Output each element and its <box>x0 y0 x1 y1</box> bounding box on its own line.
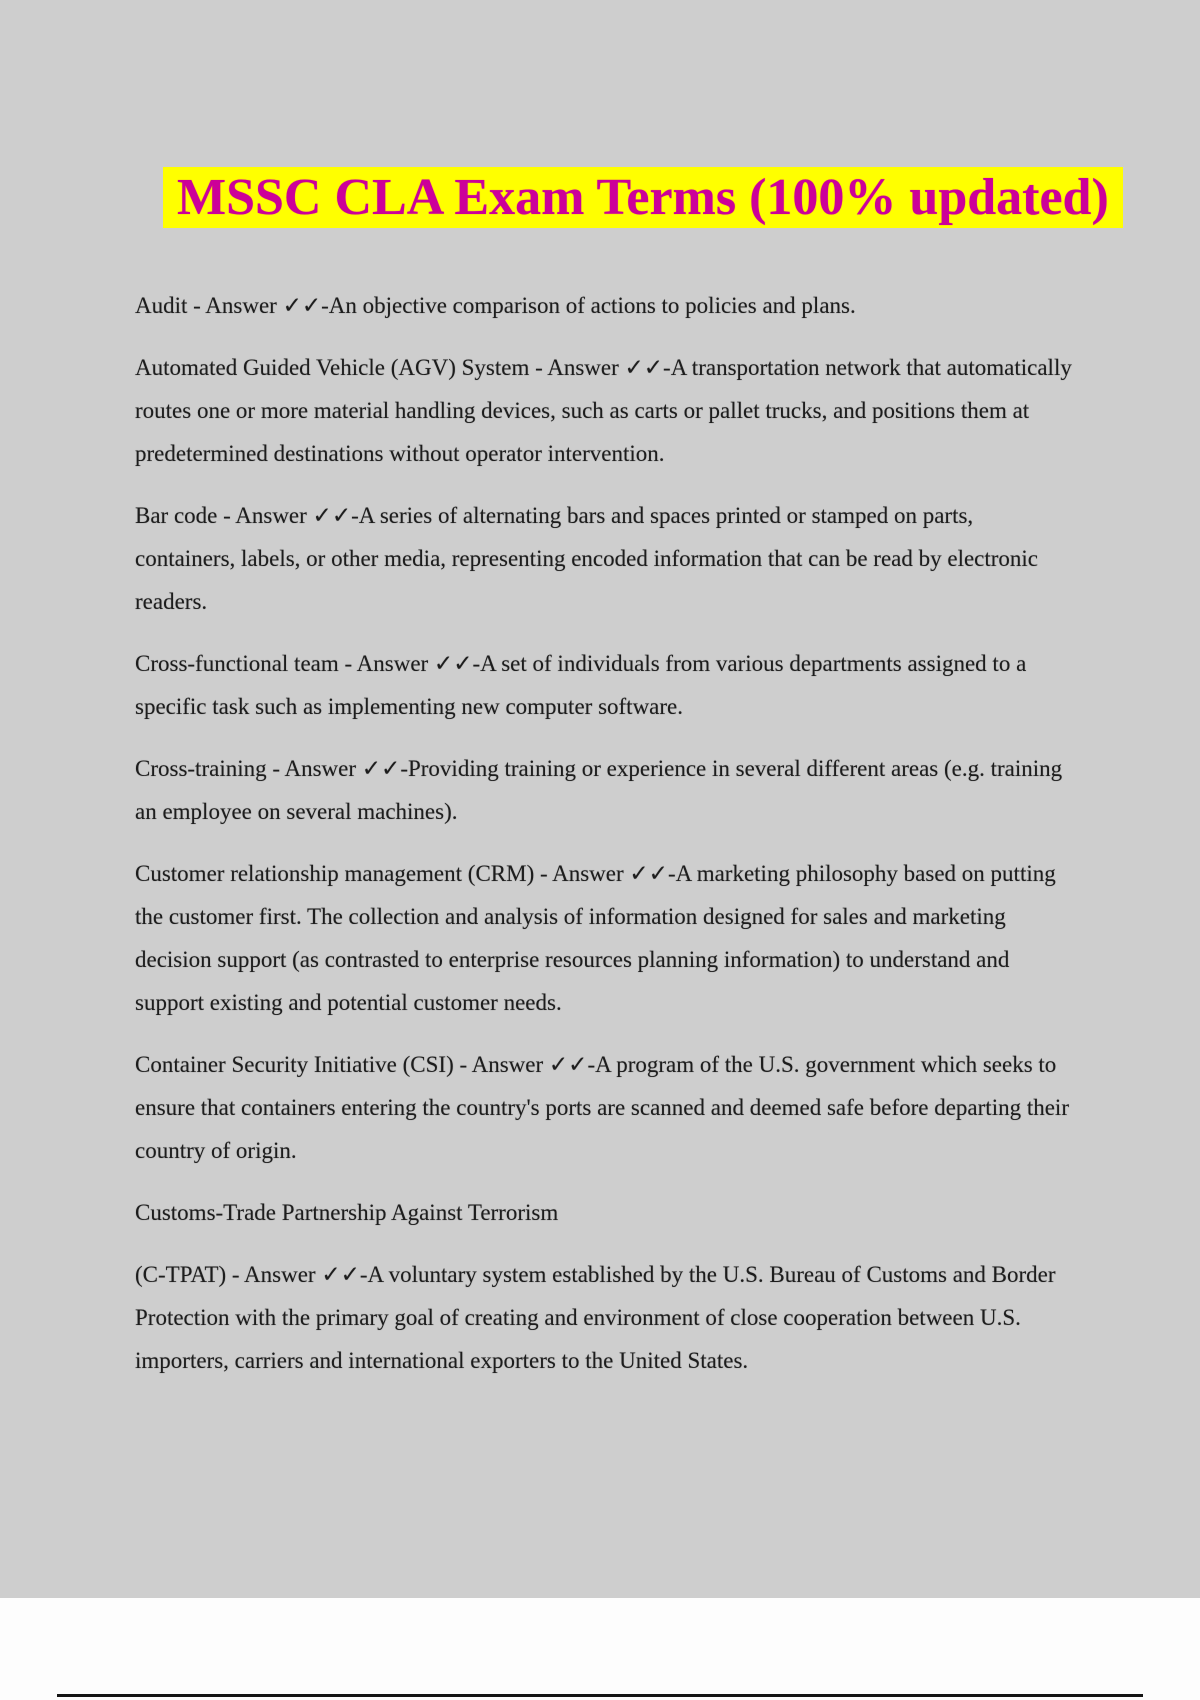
term-paragraph-agv-system: Automated Guided Vehicle (AGV) System - Answer ✓✓-A transportation network that automatically routes one or more material handling devices, such as carts or pallet trucks, and positions them at predetermined destinations without operator intervention. <box>135 355 1072 466</box>
terms-list <box>135 284 1075 1401</box>
term-paragraph-cross-functional-team: Cross-functional team - Answer ✓✓-A set of individuals from various departments assigned to a specific task such as implementing new computer software. <box>135 651 1027 719</box>
page-title: MSSC CLA Exam Terms (100% updated) <box>163 167 1123 228</box>
viewer-page-gap <box>0 1598 1200 1700</box>
term-paragraph-audit: Audit - Answer ✓✓-An objective comparison of actions to policies and plans. <box>135 293 856 318</box>
term-paragraph-crm: Customer relationship management (CRM) - Answer ✓✓-A marketing philosophy based on putting the customer first. The collection and analysis of information designed for sales and marketing decision support (as contrasted to enterprise resources planning information) to understand and support existing and potential customer needs. <box>135 861 1056 1015</box>
term-paragraph-bar-code: Bar code - Answer ✓✓-A series of alternating bars and spaces printed or stamped on parts, containers, labels, or other media, representing encoded information that can be read by electronic readers. <box>135 503 1039 614</box>
term-paragraph-ctpat: (C-TPAT) - Answer ✓✓-A voluntary system established by the U.S. Bureau of Customs and Border Protection with the primary goal of creating and environment of close cooperation between U.S. importers, carriers and international exporters to the United States. <box>135 1262 1056 1373</box>
term-paragraph-csi: Container Security Initiative (CSI) - Answer ✓✓-A program of the U.S. government which seeks to ensure that containers entering the country's ports are scanned and deemed safe before departing their country of origin. <box>135 1052 1069 1163</box>
term-paragraph-cross-training: Cross-training - Answer ✓✓-Providing training or experience in several different areas (e.g. training an employee on several machines). <box>135 756 1063 824</box>
term-paragraph-ctpat-heading: Customs-Trade Partnership Against Terrorism <box>135 1200 559 1225</box>
next-page-top-border <box>57 1694 1143 1697</box>
